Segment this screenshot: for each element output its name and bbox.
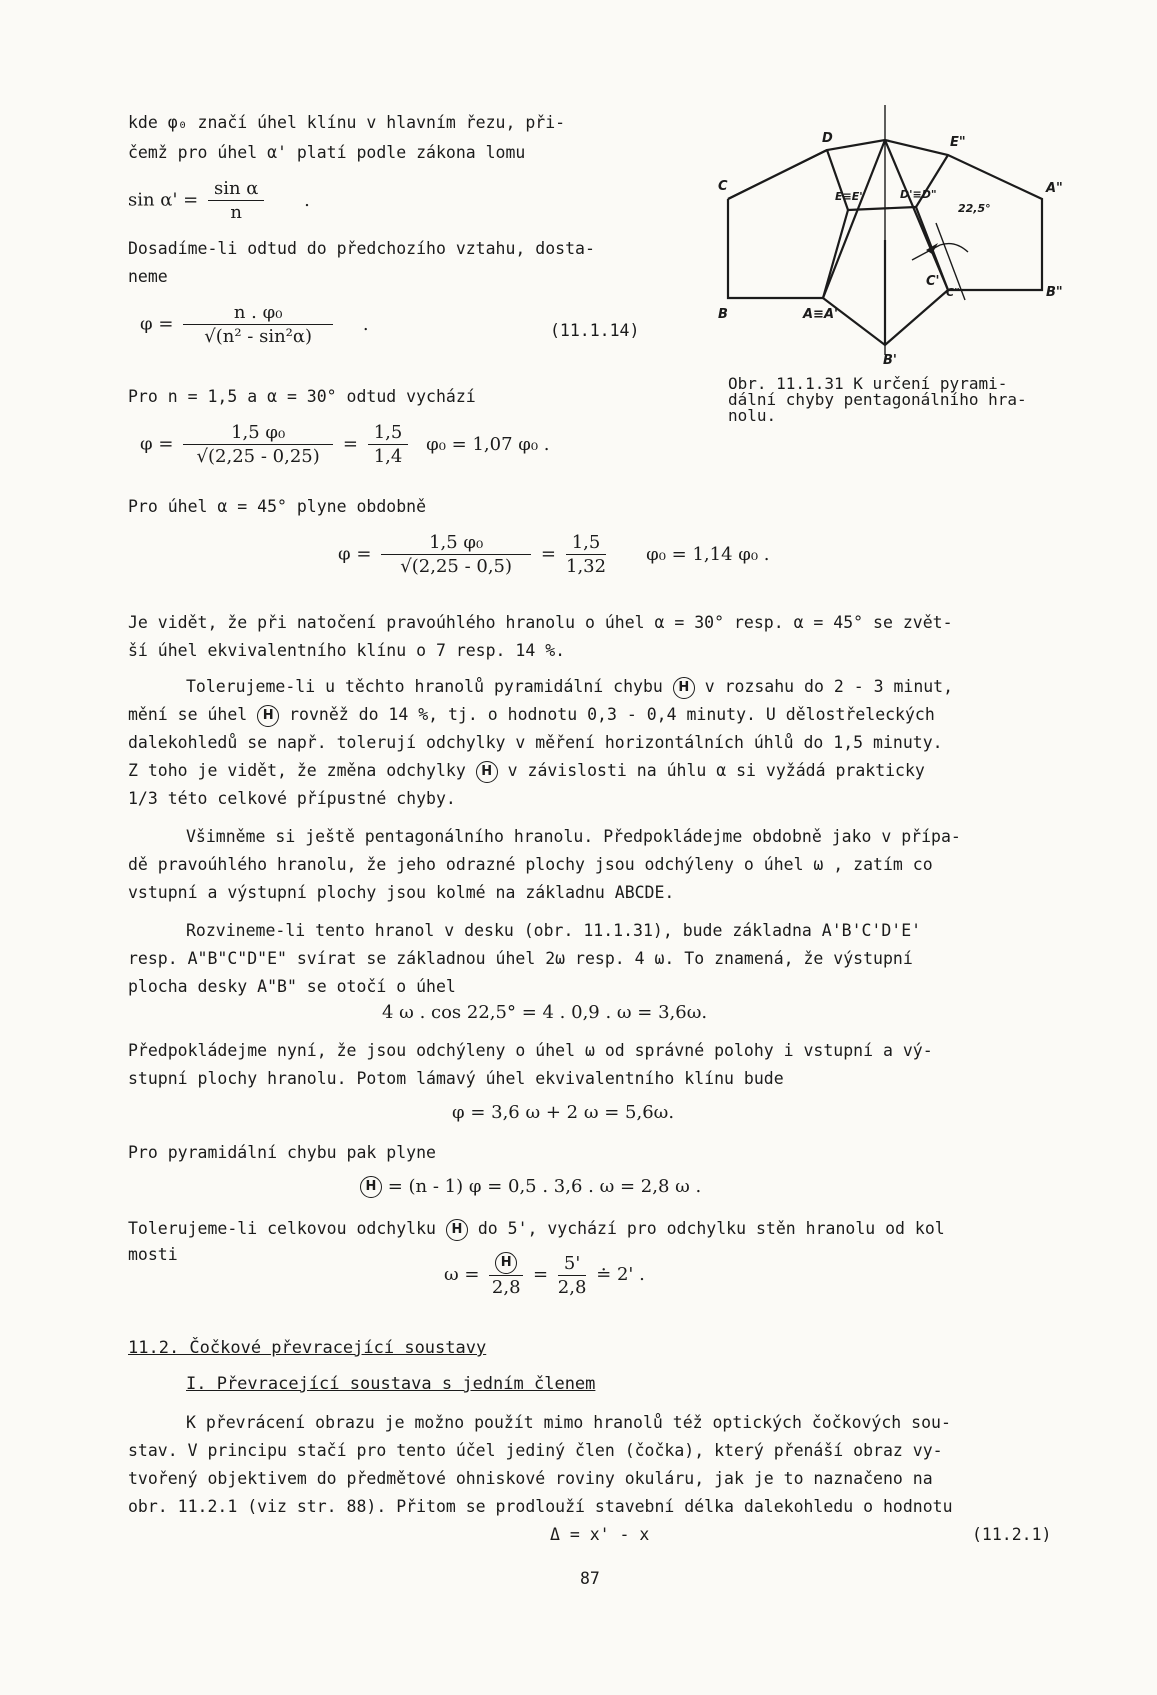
text-line [128,1218,945,1241]
equation-label: (11.1.14) [550,321,640,340]
label-C1: C' [926,274,940,289]
fraction-num: sin α [208,178,264,201]
eq-mid: = [532,1264,549,1285]
pyramidal-error-symbol: H [360,1176,382,1198]
text-span: Tolerujeme-li u těchto hranolů pyramidální chybu [186,677,663,696]
fraction [566,532,607,577]
subsection-title: I. Převracející soustava s jedním členem [186,1374,596,1394]
fraction-num: 5' [558,1253,587,1276]
text-span: v závislosti na úhlu α si vyžádá prakticky [507,761,925,780]
text-line: vstupní a výstupní plochy jsou kolmé na základnu ABCDE. [128,883,675,902]
fraction-den: √(2,25 - 0,5) [400,556,513,577]
text-line: neme [128,267,168,286]
eq-lhs: φ = [140,433,174,455]
fraction-den: 2,8 [491,1277,521,1298]
fraction-den: 2,8 [557,1276,587,1298]
text-line: resp. A"B"C"D"E" svírat se základnou úhel 2ω resp. 4 ω. To znamená, že výstupní [128,949,913,968]
text-span: do 5', vychází pro odchylku stěn hranolu od kol [477,1219,945,1238]
text-span: v rozsahu do 2 - 3 minut, [704,677,954,696]
fraction-den: √(n² - sin²α) [204,326,313,347]
pyramidal-error-symbol: H [476,761,498,783]
text-line [186,676,953,699]
equation-wedge: φ = 3,6 ω + 2 ω = 5,6ω. [452,1102,675,1123]
fraction-num: 1,5 [566,532,607,555]
eq-tail: . [304,189,310,211]
text-span: Tolerujeme-li celkovou odchylku [128,1219,436,1238]
equation-pyramidal [360,1176,701,1198]
fraction [489,1252,523,1298]
eq-lhs: ω = [444,1264,480,1285]
fraction-num: 1,5 φ₀ [183,422,333,445]
text-line: plocha desky A"B" se otočí o úhel [128,977,456,996]
edge [728,150,827,199]
text-line: Rozvineme-li tento hranol v desku (obr. 11.1.31), bude základna A'B'C'D'E' [186,921,922,940]
text-line: dalekohledů se např. tolerují odchylky v měření horizontálních úhlů do 1,5 minuty. [128,733,943,752]
equation-alpha45 [338,532,770,577]
label-E2: E" [950,135,966,150]
equation-tolerance [444,1252,645,1298]
fraction-num [489,1252,523,1276]
equation-11-1-14 [140,302,369,347]
text-span: mění se úhel [128,705,248,724]
text-line: dě pravoúhlého hranolu, že jeho odrazné plochy jsou odchýleny o úhel ω , zatím co [128,855,933,874]
equation-alpha30 [140,422,550,467]
fraction [368,422,409,467]
label-AA: A≡A' [803,307,838,322]
eq-tail: . [362,313,369,335]
equation-11-2-1: Δ = x' - x [550,1525,650,1544]
text-span: rovněž do 14 %, tj. o hodnotu 0,3 - 0,4 minuty. U dělostřeleckých [289,705,935,724]
text-line: ší úhel ekvivalentního klínu o 7 resp. 14 %. [128,641,566,660]
fraction [381,532,531,577]
section-title: 11.2. Čočkové převracející soustavy [128,1338,487,1358]
text-line: Pro n = 1,5 a α = 30° odtud vychází [128,387,476,406]
eq-mid: = [342,433,358,455]
text-line: Dosadíme-li odtud do předchozího vztahu, dosta- [128,239,595,258]
text-line: stav. V principu stačí pro tento účel jediný člen (čočka), který přenáší obraz vy- [128,1441,943,1460]
text-line: čemž pro úhel α' platí podle zákona lomu [128,143,526,162]
fraction [183,302,333,347]
eq-tail: φ₀ = 1,14 φ₀ . [646,543,770,565]
text-line: Předpokládejme nyní, že jsou odchýleny o úhel ω od správné polohy i vstupní a vý- [128,1041,933,1060]
eq-tail: φ₀ = 1,07 φ₀ . [426,433,550,455]
text-line [128,760,925,783]
label-A2: A" [1046,181,1063,196]
edge [823,210,848,298]
equation-rotation: 4 ω . cos 22,5° = 4 . 0,9 . ω = 3,6ω. [382,1002,708,1023]
eq-mid: = [540,543,556,565]
label-D: D [822,131,833,146]
eq-tail: ≐ 2' . [596,1264,645,1285]
label-angle: 22,5° [958,202,991,215]
fraction-den: 1,4 [373,446,403,467]
fraction-den: 1,32 [566,556,607,577]
fraction-num: 1,5 φ₀ [381,532,531,555]
text-line: obr. 11.2.1 (viz str. 88). Přitom se prodlouží stavební délka dalekohledu o hodnotu [128,1497,953,1516]
fraction-num: 1,5 [368,422,409,445]
label-B: B [718,307,728,322]
text-line: Je vidět, že při natočení pravoúhlého hranolu o úhel α = 30° resp. α = 45° se zvět- [128,613,953,632]
text-line: mosti [128,1245,178,1264]
text-line: tvořený objektivem do předmětové ohniskové roviny okuláru, jak je to naznačeno na [128,1469,933,1488]
text-line: stupní plochy hranolu. Potom lámavý úhel ekvivalentního klínu bude [128,1069,784,1088]
text-line: Pro úhel α = 45° plyne obdobně [128,497,427,516]
pyramidal-error-symbol: H [673,677,695,699]
text-line: 1/3 této celkové přípustné chyby. [128,789,456,808]
label-C2: C" [946,286,960,299]
eq-lhs: φ = [338,543,372,565]
page-number: 87 [580,1569,600,1588]
figure-caption: Obr. 11.1.31 K určení pyrami- dální chyby pentagonálního hra- nolu. [728,374,1027,425]
text-line: Všimněme si ještě pentagonálního hranolu. Předpokládejme obdobně jako v přípa- [186,827,961,846]
fraction [183,422,333,467]
eq-lhs: sin α' = [128,189,199,211]
fraction [208,178,264,223]
fraction-num: n . φ₀ [183,302,333,325]
text-line: K převrácení obrazu je možno použít mimo hranolů též optických čočkových sou- [186,1413,951,1432]
outline-left [728,199,823,298]
label-B1: B' [883,353,897,368]
fraction-den: √(2,25 - 0,25) [196,446,320,467]
label-DD: D'≡D" [900,188,937,201]
pyramidal-error-symbol: H [257,705,279,727]
eq-lhs: φ = [140,313,174,335]
label-EE: E≡E' [835,190,863,203]
text-span: Z toho je vidět, že změna odchylky [128,761,466,780]
pyramidal-error-symbol: H [446,1219,468,1241]
text-line: kde φ₀ značí úhel klínu v hlavním řezu, při- [128,113,566,132]
fraction [558,1253,587,1298]
eq-body: = (n - 1) φ = 0,5 . 3,6 . ω = 2,8 ω . [387,1176,702,1197]
equation-label: (11.2.1) [972,1525,1052,1544]
text-line: Pro pyramidální chybu pak plyne [128,1143,436,1162]
fraction-den: n [230,202,242,223]
pentagonal-prism-figure [700,100,1100,380]
equation-snell [128,178,310,223]
pyramidal-error-symbol: H [495,1252,517,1274]
label-C: C [718,179,728,194]
label-B2: B" [1046,285,1063,300]
text-line [128,704,935,727]
